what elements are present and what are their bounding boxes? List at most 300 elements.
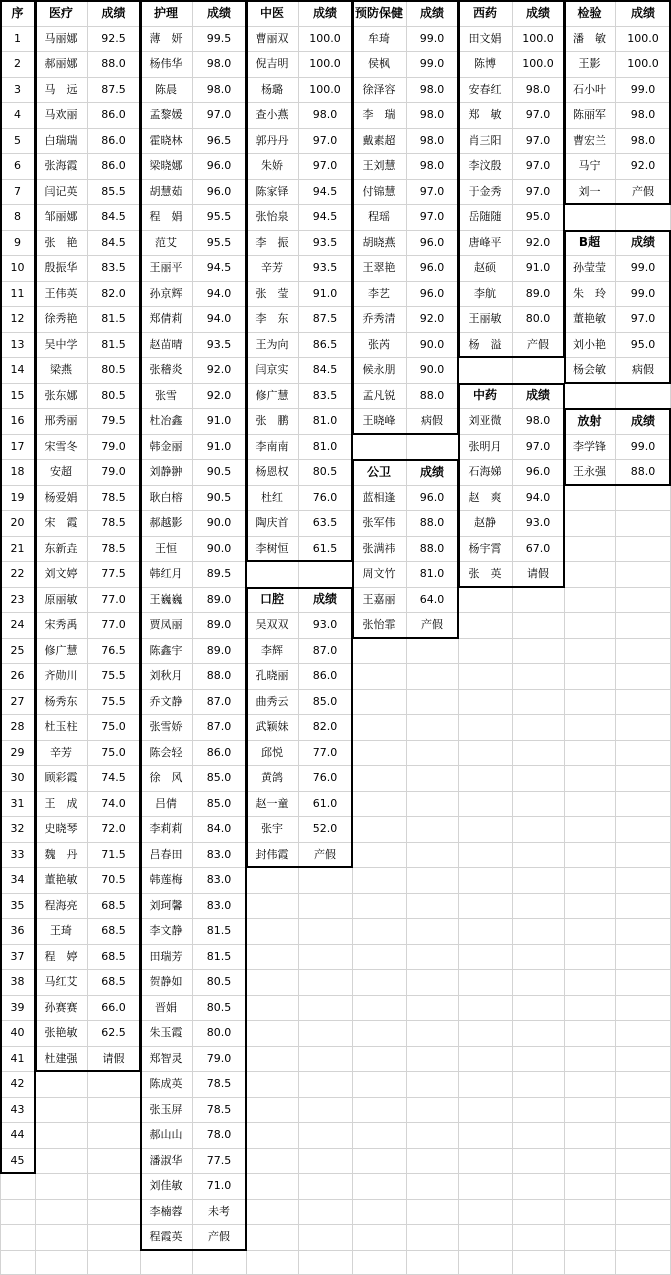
seq-number: 15 — [10, 389, 25, 402]
medical-score: 81.5 — [101, 312, 126, 325]
medical-name: 杜建强 — [44, 1052, 78, 1065]
header-oral-score: 成绩 — [312, 592, 337, 606]
lab-score: 92.0 — [630, 159, 656, 172]
tcm-name: 陶庆首 — [255, 516, 289, 529]
nursing-score: 86.0 — [206, 746, 232, 759]
prevention-name: 孟凡锐 — [362, 389, 396, 402]
medical-name: 殷振华 — [44, 261, 78, 274]
medical-score: 80.5 — [101, 389, 126, 402]
wmed-score: 100.0 — [522, 57, 554, 70]
cmed-score: 93.0 — [525, 516, 551, 529]
nursing-name: 张雪娇 — [149, 720, 183, 733]
nursing-name: 赵苗晴 — [149, 338, 183, 351]
prevention-score: 病假 — [421, 414, 443, 427]
cmed-score: 97.0 — [525, 440, 551, 453]
oral-score: 85.0 — [312, 695, 338, 708]
medical-name: 马红艾 — [44, 975, 78, 988]
pubhealth-score: 产假 — [421, 618, 443, 631]
oral-name: 吴双双 — [255, 618, 289, 631]
prevention-score: 98.0 — [419, 159, 445, 172]
wmed-name: 安春红 — [468, 83, 502, 96]
wmed-name: 唐峰平 — [468, 236, 502, 249]
tcm-name: 张 莹 — [255, 287, 289, 300]
nursing-name: 郝山山 — [149, 1128, 183, 1141]
nursing-score: 92.0 — [206, 363, 232, 376]
nursing-score: 77.5 — [206, 1154, 232, 1167]
medical-score: 68.5 — [101, 975, 126, 988]
nursing-name: 郑倩莉 — [149, 312, 183, 325]
prevention-score: 99.0 — [419, 57, 445, 70]
header-pubhealth-score: 成绩 — [419, 465, 444, 479]
medical-name: 吴中学 — [44, 338, 78, 351]
seq-number: 37 — [10, 950, 25, 963]
medical-name: 邹丽娜 — [44, 210, 78, 223]
medical-name: 东新垚 — [44, 542, 78, 555]
nursing-score: 98.0 — [206, 57, 232, 70]
cmed-name: 杨宇霄 — [468, 542, 502, 555]
pubhealth-name: 周文竹 — [362, 567, 396, 580]
medical-score: 70.5 — [101, 873, 126, 886]
prevention-score: 99.0 — [419, 32, 445, 45]
medical-name: 马 远 — [44, 83, 78, 96]
header-lab-score: 成绩 — [630, 6, 655, 20]
medical-score: 86.0 — [101, 159, 126, 172]
medical-name: 顾彩霞 — [44, 771, 78, 784]
cmed-score: 请假 — [527, 567, 549, 580]
nursing-name: 韩红月 — [149, 567, 183, 580]
medical-score: 75.5 — [101, 695, 126, 708]
tcm-name: 辛芳 — [261, 261, 283, 274]
medical-score: 85.5 — [101, 185, 126, 198]
seq-number: 29 — [10, 746, 25, 759]
lab-name: 王影 — [578, 57, 601, 70]
header-bultra-score: 成绩 — [630, 235, 655, 249]
nursing-score: 89.0 — [206, 644, 232, 657]
nursing-name: 程霞英 — [149, 1230, 183, 1243]
seq-number: 17 — [10, 440, 25, 453]
medical-score: 78.5 — [101, 516, 126, 529]
nursing-score: 71.0 — [206, 1179, 232, 1192]
medical-name: 马欢丽 — [44, 108, 78, 121]
seq-number: 43 — [10, 1103, 25, 1116]
medical-score: 77.0 — [101, 593, 126, 606]
nursing-name: 吕倩 — [155, 797, 177, 810]
lab-score: 100.0 — [627, 57, 659, 70]
nursing-score: 87.0 — [206, 695, 232, 708]
oral-score: 87.0 — [312, 644, 338, 657]
nursing-score: 83.0 — [206, 848, 232, 861]
medical-name: 宋秀禹 — [44, 618, 78, 631]
nursing-name: 王丽平 — [149, 261, 183, 274]
nursing-name: 孙京辉 — [149, 287, 183, 300]
header-cmed: 中药 — [472, 388, 497, 402]
nursing-name: 郑智灵 — [149, 1052, 183, 1065]
header-tcm: 中医 — [259, 6, 284, 20]
header-medical: 医疗 — [48, 6, 73, 20]
medical-score: 75.5 — [101, 669, 126, 682]
tcm-score: 81.0 — [312, 414, 338, 427]
nursing-name: 朱玉霞 — [149, 1026, 183, 1039]
tcm-name: 杜红 — [261, 491, 283, 504]
prevention-score: 90.0 — [419, 363, 445, 376]
radio-score: 88.0 — [630, 465, 656, 478]
header-radio: 放射 — [577, 414, 602, 428]
nursing-score: 85.0 — [206, 797, 232, 810]
medical-name: 张海霞 — [44, 159, 78, 172]
nursing-name: 杜冶鑫 — [149, 414, 183, 427]
radio-name: 李学锋 — [573, 440, 606, 453]
oral-score: 93.0 — [312, 618, 338, 631]
seq-number: 39 — [10, 1001, 25, 1014]
pubhealth-score: 96.0 — [419, 491, 445, 504]
nursing-name: 贺静如 — [149, 975, 183, 988]
medical-score: 79.0 — [101, 440, 126, 453]
seq-number: 8 — [14, 210, 21, 223]
pubhealth-name: 蓝相逢 — [362, 491, 396, 504]
wmed-score: 92.0 — [525, 236, 551, 249]
medical-score: 88.0 — [101, 57, 126, 70]
medical-score: 92.5 — [101, 32, 126, 45]
nursing-name: 梁晓娜 — [149, 159, 183, 172]
oral-name: 孔晓丽 — [255, 669, 289, 682]
tcm-score: 97.0 — [312, 134, 338, 147]
wmed-name: 于金秀 — [468, 185, 502, 198]
nursing-name: 刘静翀 — [149, 465, 183, 478]
seq-number: 41 — [10, 1052, 25, 1065]
header-lab: 检验 — [577, 6, 602, 20]
medical-score: 62.5 — [101, 1026, 126, 1039]
prevention-name: 乔秀清 — [362, 312, 396, 325]
nursing-name: 徐 风 — [149, 771, 183, 784]
medical-name: 张东娜 — [44, 389, 78, 402]
seq-number: 26 — [10, 669, 25, 682]
nursing-score: 80.5 — [206, 1001, 232, 1014]
nursing-score: 83.0 — [206, 873, 232, 886]
tcm-name: 杨恩权 — [255, 465, 289, 478]
oral-score: 76.0 — [312, 771, 338, 784]
cmed-score: 98.0 — [525, 414, 551, 427]
oral-score: 77.0 — [312, 746, 338, 759]
medical-name: 史晓琴 — [44, 822, 78, 835]
seq-number: 22 — [10, 567, 25, 580]
pubhealth-name: 张怡霏 — [362, 618, 396, 631]
tcm-score: 97.0 — [312, 159, 338, 172]
lab-name: 曹宏兰 — [573, 134, 606, 147]
nursing-score: 89.0 — [206, 618, 232, 631]
seq-number: 28 — [10, 720, 25, 733]
nursing-score: 85.0 — [206, 771, 232, 784]
bultra-score: 97.0 — [630, 312, 656, 325]
wmed-score: 89.0 — [525, 287, 551, 300]
nursing-score: 80.5 — [206, 975, 232, 988]
pubhealth-score: 64.0 — [419, 593, 445, 606]
nursing-score: 89.0 — [206, 593, 232, 606]
tcm-score: 93.5 — [312, 236, 338, 249]
seq-number: 1 — [14, 32, 21, 45]
bultra-name: 刘小艳 — [573, 338, 606, 351]
medical-name: 徐秀艳 — [44, 312, 78, 325]
nursing-score: 89.5 — [206, 567, 232, 580]
nursing-name: 陈成英 — [149, 1077, 183, 1090]
medical-name: 刘文婷 — [44, 567, 78, 580]
oral-name: 封伟霞 — [255, 848, 289, 861]
bultra-score: 病假 — [632, 363, 654, 376]
lab-name: 石小叶 — [573, 83, 606, 96]
seq-number: 38 — [10, 975, 25, 988]
medical-score: 84.5 — [101, 210, 126, 223]
tcm-score: 87.5 — [312, 312, 338, 325]
seq-number: 35 — [10, 899, 25, 912]
nursing-score: 99.5 — [206, 32, 232, 45]
tcm-name: 陈家铎 — [255, 185, 289, 198]
nursing-name: 韩金丽 — [149, 440, 183, 453]
nursing-name: 吕春田 — [149, 848, 183, 861]
medical-score: 83.5 — [101, 261, 126, 274]
wmed-score: 95.0 — [525, 210, 551, 223]
medical-name: 原丽敏 — [44, 593, 78, 606]
oral-score: 52.0 — [312, 822, 338, 835]
prevention-score: 97.0 — [419, 185, 445, 198]
seq-number: 16 — [10, 414, 25, 427]
nursing-score: 78.5 — [206, 1103, 232, 1116]
wmed-name: 杨 溢 — [468, 338, 502, 351]
seq-number: 32 — [10, 822, 25, 835]
tcm-name: 张 鹏 — [255, 414, 289, 427]
nursing-score: 87.0 — [206, 720, 232, 733]
tcm-score: 63.5 — [312, 516, 338, 529]
nursing-name: 王巍巍 — [149, 593, 183, 606]
medical-name: 杜玉柱 — [44, 720, 78, 733]
prevention-name: 李艺 — [368, 287, 390, 300]
nursing-score: 产假 — [208, 1230, 230, 1243]
tcm-name: 倪吉明 — [255, 57, 289, 70]
oral-name: 李辉 — [261, 644, 283, 657]
grid-hline — [0, 1199, 671, 1200]
grid-hline — [0, 1173, 671, 1174]
seq-number: 31 — [10, 797, 25, 810]
nursing-score: 83.0 — [206, 899, 232, 912]
medical-score: 72.0 — [101, 822, 126, 835]
header-bultra: B超 — [578, 235, 601, 249]
nursing-name: 张雪 — [155, 389, 177, 402]
wmed-name: 李汶殷 — [468, 159, 502, 172]
medical-score: 74.5 — [101, 771, 126, 784]
medical-score: 77.5 — [101, 567, 126, 580]
nursing-score: 93.5 — [206, 338, 232, 351]
seq-number: 42 — [10, 1077, 25, 1090]
tcm-score: 94.5 — [312, 210, 338, 223]
medical-name: 程海亮 — [44, 899, 78, 912]
nursing-name: 李楠蓉 — [149, 1205, 183, 1218]
nursing-name: 田瑞芳 — [149, 950, 183, 963]
seq-number: 19 — [10, 491, 25, 504]
grid-hline — [0, 1224, 671, 1225]
bultra-score: 99.0 — [630, 261, 656, 274]
header-radio-score: 成绩 — [630, 414, 655, 428]
medical-name: 邢秀丽 — [44, 414, 78, 427]
oral-score: 产假 — [314, 848, 336, 861]
seq-number: 9 — [14, 236, 21, 249]
medical-score: 81.5 — [101, 338, 126, 351]
prevention-score: 98.0 — [419, 134, 445, 147]
prevention-score: 96.0 — [419, 261, 445, 274]
medical-name: 王琦 — [50, 924, 72, 937]
wmed-score: 91.0 — [525, 261, 551, 274]
prevention-name: 王晓峰 — [362, 414, 396, 427]
medical-name: 郝丽娜 — [44, 57, 78, 70]
nursing-score: 88.0 — [206, 669, 232, 682]
medical-name: 张 艳 — [44, 236, 78, 249]
oral-name: 武颖妹 — [255, 720, 289, 733]
tcm-name: 李 东 — [255, 312, 289, 325]
nursing-name: 王恒 — [155, 542, 177, 555]
nursing-score: 96.0 — [206, 159, 232, 172]
oral-name: 赵一童 — [255, 797, 289, 810]
medical-name: 修广慧 — [44, 644, 78, 657]
wmed-name: 肖三阳 — [468, 134, 502, 147]
tcm-name: 王为向 — [255, 338, 289, 351]
nursing-score: 96.0 — [206, 185, 232, 198]
cmed-name: 张 英 — [468, 567, 502, 580]
nursing-name: 程 娟 — [149, 210, 183, 223]
medical-score: 79.5 — [101, 414, 126, 427]
lab-name: 潘 敏 — [573, 32, 606, 45]
nursing-name: 耿白榕 — [149, 491, 183, 504]
seq-number: 40 — [10, 1026, 25, 1039]
cmed-name: 赵 爽 — [468, 491, 502, 504]
header-prevention: 预防保健 — [354, 6, 403, 20]
cmed-name: 张明月 — [468, 440, 502, 453]
medical-score: 75.0 — [101, 746, 126, 759]
bultra-name: 董艳敏 — [573, 312, 606, 325]
tcm-score: 84.5 — [312, 363, 338, 376]
header-cmed-score: 成绩 — [525, 388, 550, 402]
header-prevention-score: 成绩 — [419, 6, 444, 20]
nursing-score: 94.0 — [206, 287, 232, 300]
tcm-name: 郭丹丹 — [255, 134, 289, 147]
tcm-score: 91.0 — [312, 287, 338, 300]
header-nursing-score: 成绩 — [206, 6, 231, 20]
medical-score: 79.0 — [101, 465, 126, 478]
tcm-score: 76.0 — [312, 491, 338, 504]
seq-number: 5 — [14, 134, 21, 147]
header-seq: 序 — [11, 6, 24, 20]
prevention-name: 胡晓燕 — [362, 236, 396, 249]
medical-name: 孙赛赛 — [44, 1001, 78, 1014]
prevention-name: 王刘慧 — [362, 159, 396, 172]
seq-number: 21 — [10, 542, 25, 555]
medical-score: 75.0 — [101, 720, 126, 733]
wmed-name: 郑 敏 — [468, 108, 502, 121]
nursing-name: 潘淑华 — [149, 1154, 183, 1167]
prevention-name: 候永朋 — [362, 363, 396, 376]
nursing-score: 90.5 — [206, 491, 232, 504]
seq-number: 18 — [10, 465, 25, 478]
tcm-score: 100.0 — [309, 57, 341, 70]
header-pubhealth: 公卫 — [366, 465, 391, 479]
nursing-score: 92.0 — [206, 389, 232, 402]
wmed-score: 80.0 — [525, 312, 551, 325]
nursing-name: 陈鑫宇 — [149, 644, 183, 657]
seq-number: 25 — [10, 644, 25, 657]
wmed-name: 岳随随 — [468, 210, 502, 223]
medical-name: 王 成 — [44, 797, 78, 810]
medical-score: 请假 — [102, 1052, 125, 1065]
seq-number: 33 — [10, 848, 25, 861]
nursing-name: 杨伟华 — [149, 57, 183, 70]
nursing-score: 94.5 — [206, 261, 232, 274]
cmed-score: 94.0 — [525, 491, 551, 504]
nursing-name: 张稽炎 — [149, 363, 183, 376]
medical-name: 王伟英 — [44, 287, 78, 300]
tcm-score: 86.5 — [312, 338, 338, 351]
medical-score: 76.5 — [101, 644, 126, 657]
nursing-name: 陈会轻 — [149, 746, 183, 759]
prevention-score: 88.0 — [419, 389, 445, 402]
header-wmed: 西药 — [472, 6, 497, 20]
medical-score: 77.0 — [101, 618, 126, 631]
tcm-name: 李 振 — [255, 236, 289, 249]
grid-hline — [0, 1071, 671, 1072]
cmed-name: 刘亚微 — [468, 414, 502, 427]
nursing-score: 98.0 — [206, 83, 232, 96]
prevention-name: 徐泽容 — [362, 83, 396, 96]
header-tcm-score: 成绩 — [312, 6, 337, 20]
prevention-score: 90.0 — [419, 338, 445, 351]
lab-name: 陈丽军 — [573, 108, 606, 121]
nursing-name: 郝越影 — [149, 516, 183, 529]
prevention-score: 98.0 — [419, 108, 445, 121]
medical-score: 87.5 — [101, 83, 126, 96]
medical-score: 78.5 — [101, 491, 126, 504]
tcm-score: 81.0 — [312, 440, 338, 453]
prevention-name: 侯枫 — [368, 57, 390, 70]
nursing-score: 78.0 — [206, 1128, 232, 1141]
prevention-name: 李 瑞 — [362, 108, 396, 121]
prevention-score: 96.0 — [419, 287, 445, 300]
tcm-score: 93.5 — [312, 261, 338, 274]
nursing-name: 韩莲梅 — [149, 873, 183, 886]
tcm-score: 94.5 — [312, 185, 338, 198]
tcm-name: 李南南 — [255, 440, 289, 453]
medical-score: 68.5 — [101, 924, 126, 937]
medical-score: 68.5 — [101, 950, 126, 963]
lab-name: 刘一 — [578, 185, 601, 198]
wmed-name: 王丽敏 — [468, 312, 502, 325]
seq-number: 44 — [10, 1128, 25, 1141]
tcm-name: 朱娇 — [261, 159, 283, 172]
prevention-name: 王翠艳 — [362, 261, 396, 274]
nursing-score: 90.0 — [206, 516, 232, 529]
bultra-name: 孙莹莹 — [573, 261, 606, 274]
medical-name: 魏 丹 — [44, 848, 78, 861]
nursing-score: 未考 — [208, 1205, 230, 1218]
prevention-name: 程瑶 — [368, 210, 390, 223]
nursing-name: 晋娟 — [155, 1001, 177, 1014]
nursing-score: 81.5 — [206, 924, 232, 937]
bultra-score: 95.0 — [630, 338, 656, 351]
nursing-score: 78.5 — [206, 1077, 232, 1090]
seq-number: 7 — [14, 185, 21, 198]
medical-name: 马丽娜 — [44, 32, 78, 45]
nursing-name: 刘秋月 — [149, 669, 183, 682]
pubhealth-score: 88.0 — [419, 516, 445, 529]
medical-name: 宋 霞 — [44, 516, 78, 529]
wmed-score: 98.0 — [525, 83, 551, 96]
medical-score: 71.5 — [101, 848, 126, 861]
pubhealth-score: 88.0 — [419, 542, 445, 555]
tcm-score: 100.0 — [309, 83, 341, 96]
